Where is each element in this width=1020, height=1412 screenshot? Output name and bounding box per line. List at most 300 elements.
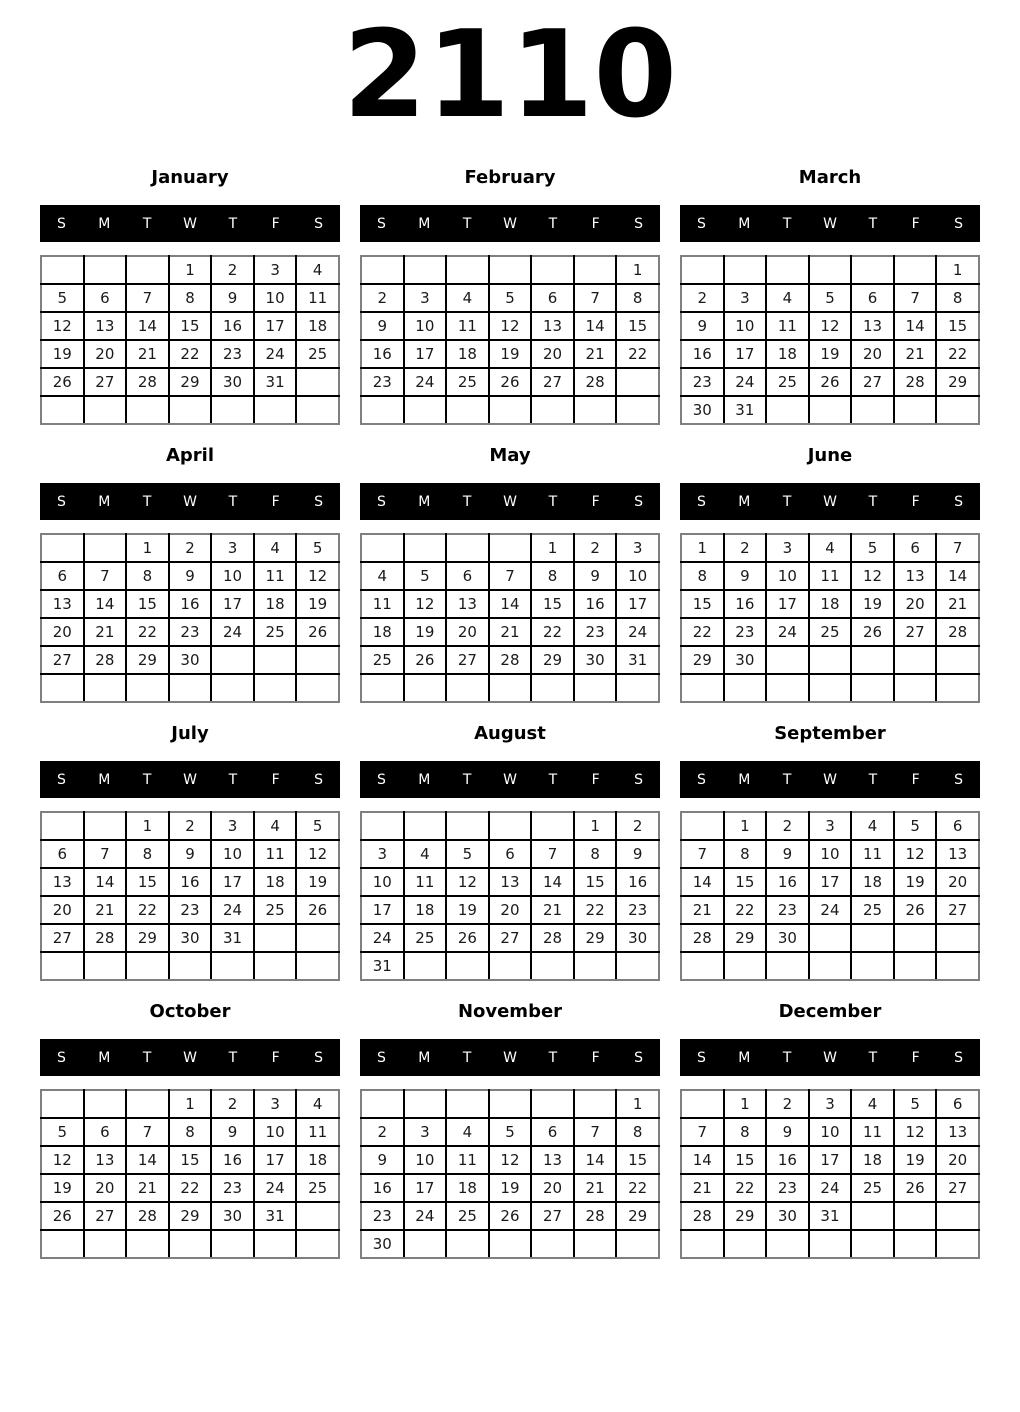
month-block-april bbox=[40, 428, 340, 703]
weekday-label: M bbox=[98, 771, 111, 788]
day-cell: 24 bbox=[809, 896, 852, 924]
empty-day-cell bbox=[489, 396, 532, 424]
day-cell: 1 bbox=[169, 1090, 212, 1118]
empty-day-cell bbox=[894, 396, 937, 424]
week-row bbox=[361, 256, 659, 284]
day-cell: 11 bbox=[296, 284, 339, 312]
empty-day-cell bbox=[936, 924, 979, 952]
weekday-label: S bbox=[954, 1049, 964, 1066]
day-cell: 24 bbox=[724, 368, 767, 396]
day-cell: 21 bbox=[681, 896, 724, 924]
month-days-table bbox=[40, 255, 340, 425]
weekday-label: T bbox=[548, 1049, 558, 1066]
day-cell: 6 bbox=[84, 1118, 127, 1146]
empty-day-cell bbox=[296, 674, 339, 702]
day-cell: 6 bbox=[936, 812, 979, 840]
weekday-label: W bbox=[823, 215, 837, 232]
empty-day-cell bbox=[894, 1230, 937, 1258]
day-cell: 3 bbox=[211, 812, 254, 840]
weekday-label: M bbox=[98, 1049, 111, 1066]
day-cell: 9 bbox=[724, 562, 767, 590]
day-cell: 17 bbox=[766, 590, 809, 618]
weekday-label: F bbox=[271, 215, 280, 232]
day-cell: 31 bbox=[211, 924, 254, 952]
weekday-label: T bbox=[142, 1049, 152, 1066]
empty-day-cell bbox=[936, 1202, 979, 1230]
day-cell: 27 bbox=[41, 646, 84, 674]
month-days-table bbox=[40, 811, 340, 981]
day-cell: 25 bbox=[446, 368, 489, 396]
empty-day-cell bbox=[446, 396, 489, 424]
day-cell: 5 bbox=[489, 1118, 532, 1146]
week-row bbox=[41, 1118, 339, 1146]
empty-day-cell bbox=[489, 812, 532, 840]
weekday-label: T bbox=[868, 493, 878, 510]
empty-day-cell bbox=[84, 1230, 127, 1258]
weekday-label: T bbox=[462, 493, 472, 510]
empty-day-cell bbox=[254, 1230, 297, 1258]
weekday-label: T bbox=[462, 771, 472, 788]
weekday-label: T bbox=[462, 1049, 472, 1066]
empty-day-cell bbox=[361, 1090, 404, 1118]
day-cell: 13 bbox=[531, 1146, 574, 1174]
month-days-table bbox=[680, 1089, 980, 1259]
empty-day-cell bbox=[254, 952, 297, 980]
empty-day-cell bbox=[446, 674, 489, 702]
day-cell: 20 bbox=[851, 340, 894, 368]
day-cell: 18 bbox=[766, 340, 809, 368]
day-cell: 7 bbox=[84, 840, 127, 868]
day-cell: 11 bbox=[254, 562, 297, 590]
day-cell: 5 bbox=[894, 812, 937, 840]
day-cell: 17 bbox=[361, 896, 404, 924]
empty-day-cell bbox=[724, 952, 767, 980]
day-cell: 3 bbox=[809, 812, 852, 840]
week-row bbox=[681, 1146, 979, 1174]
weekday-label: S bbox=[634, 771, 644, 788]
empty-day-cell bbox=[404, 256, 447, 284]
week-row bbox=[361, 896, 659, 924]
weekday-label: S bbox=[634, 1049, 644, 1066]
day-cell: 17 bbox=[724, 340, 767, 368]
empty-day-cell bbox=[446, 256, 489, 284]
day-cell: 10 bbox=[724, 312, 767, 340]
month-block-july bbox=[40, 706, 340, 981]
weekday-header-bar bbox=[360, 761, 660, 798]
weekday-header-bar bbox=[360, 1039, 660, 1076]
day-cell: 7 bbox=[681, 1118, 724, 1146]
day-cell: 30 bbox=[766, 1202, 809, 1230]
week-row bbox=[361, 1146, 659, 1174]
day-cell: 28 bbox=[531, 924, 574, 952]
day-cell: 15 bbox=[126, 868, 169, 896]
month-block-january bbox=[40, 150, 340, 425]
day-cell: 22 bbox=[724, 896, 767, 924]
day-cell: 21 bbox=[574, 340, 617, 368]
day-cell: 11 bbox=[254, 840, 297, 868]
empty-day-cell bbox=[894, 1202, 937, 1230]
week-row bbox=[361, 1174, 659, 1202]
day-cell: 19 bbox=[894, 1146, 937, 1174]
day-cell: 23 bbox=[766, 896, 809, 924]
day-cell: 3 bbox=[616, 534, 659, 562]
day-cell: 22 bbox=[531, 618, 574, 646]
day-cell: 3 bbox=[809, 1090, 852, 1118]
weekday-label: S bbox=[56, 771, 66, 788]
day-cell: 28 bbox=[84, 924, 127, 952]
week-row bbox=[361, 562, 659, 590]
empty-day-cell bbox=[531, 812, 574, 840]
day-cell: 13 bbox=[41, 590, 84, 618]
day-cell: 18 bbox=[254, 590, 297, 618]
empty-day-cell bbox=[851, 924, 894, 952]
day-cell: 8 bbox=[724, 840, 767, 868]
day-cell: 4 bbox=[296, 1090, 339, 1118]
day-cell: 16 bbox=[211, 312, 254, 340]
empty-day-cell bbox=[681, 256, 724, 284]
day-cell: 1 bbox=[126, 812, 169, 840]
empty-day-cell bbox=[361, 812, 404, 840]
day-cell: 25 bbox=[296, 340, 339, 368]
weekday-label: F bbox=[591, 215, 600, 232]
empty-day-cell bbox=[41, 256, 84, 284]
day-cell: 6 bbox=[446, 562, 489, 590]
weekday-label: T bbox=[548, 215, 558, 232]
empty-day-cell bbox=[211, 396, 254, 424]
day-cell: 24 bbox=[211, 896, 254, 924]
weekday-label: F bbox=[271, 1049, 280, 1066]
day-cell: 2 bbox=[574, 534, 617, 562]
weekday-label: T bbox=[142, 215, 152, 232]
day-cell: 26 bbox=[404, 646, 447, 674]
weekday-label: S bbox=[696, 215, 706, 232]
month-title: April bbox=[165, 445, 215, 466]
weekday-label: M bbox=[418, 771, 431, 788]
day-cell: 21 bbox=[574, 1174, 617, 1202]
day-cell: 9 bbox=[211, 284, 254, 312]
day-cell: 16 bbox=[616, 868, 659, 896]
empty-day-cell bbox=[574, 1090, 617, 1118]
week-row bbox=[681, 256, 979, 284]
day-cell: 31 bbox=[254, 368, 297, 396]
day-cell: 8 bbox=[531, 562, 574, 590]
day-cell: 13 bbox=[84, 312, 127, 340]
day-cell: 4 bbox=[851, 1090, 894, 1118]
empty-day-cell bbox=[446, 1090, 489, 1118]
empty-day-cell bbox=[169, 1230, 212, 1258]
week-row bbox=[41, 590, 339, 618]
week-row bbox=[681, 1174, 979, 1202]
day-cell: 13 bbox=[489, 868, 532, 896]
weekday-label: S bbox=[314, 215, 324, 232]
day-cell: 4 bbox=[404, 840, 447, 868]
day-cell: 17 bbox=[809, 868, 852, 896]
day-cell: 6 bbox=[41, 840, 84, 868]
weekday-label: S bbox=[314, 1049, 324, 1066]
day-cell: 15 bbox=[616, 312, 659, 340]
day-cell: 15 bbox=[169, 1146, 212, 1174]
empty-day-cell bbox=[84, 256, 127, 284]
month-days-table bbox=[680, 811, 980, 981]
empty-day-cell bbox=[574, 1230, 617, 1258]
day-cell: 2 bbox=[169, 812, 212, 840]
empty-day-cell bbox=[724, 1230, 767, 1258]
weekday-label: S bbox=[696, 1049, 706, 1066]
weekday-label: W bbox=[503, 771, 517, 788]
day-cell: 6 bbox=[489, 840, 532, 868]
empty-day-cell bbox=[41, 952, 84, 980]
month-block-december bbox=[680, 984, 980, 1259]
day-cell: 30 bbox=[616, 924, 659, 952]
day-cell: 17 bbox=[616, 590, 659, 618]
day-cell: 2 bbox=[724, 534, 767, 562]
day-cell: 7 bbox=[894, 284, 937, 312]
empty-day-cell bbox=[894, 924, 937, 952]
day-cell: 16 bbox=[169, 868, 212, 896]
weekday-label: S bbox=[696, 771, 706, 788]
empty-day-cell bbox=[894, 674, 937, 702]
day-cell: 10 bbox=[254, 1118, 297, 1146]
weekday-label: S bbox=[56, 215, 66, 232]
empty-day-cell bbox=[254, 646, 297, 674]
day-cell: 22 bbox=[724, 1174, 767, 1202]
day-cell: 18 bbox=[296, 1146, 339, 1174]
day-cell: 24 bbox=[766, 618, 809, 646]
week-row bbox=[41, 340, 339, 368]
day-cell: 2 bbox=[766, 812, 809, 840]
day-cell: 24 bbox=[616, 618, 659, 646]
day-cell: 12 bbox=[489, 312, 532, 340]
weekday-label: S bbox=[634, 215, 644, 232]
empty-day-cell bbox=[809, 396, 852, 424]
day-cell: 20 bbox=[84, 1174, 127, 1202]
day-cell: 14 bbox=[489, 590, 532, 618]
week-row bbox=[41, 1146, 339, 1174]
day-cell: 9 bbox=[211, 1118, 254, 1146]
day-cell: 4 bbox=[296, 256, 339, 284]
weekday-label: W bbox=[503, 215, 517, 232]
empty-day-cell bbox=[296, 396, 339, 424]
day-cell: 19 bbox=[446, 896, 489, 924]
day-cell: 11 bbox=[296, 1118, 339, 1146]
weekday-header-bar bbox=[40, 761, 340, 798]
weekday-label: W bbox=[183, 493, 197, 510]
weekday-label: T bbox=[228, 493, 238, 510]
empty-day-cell bbox=[809, 256, 852, 284]
empty-day-cell bbox=[894, 646, 937, 674]
day-cell: 6 bbox=[851, 284, 894, 312]
weekday-header-bar bbox=[360, 205, 660, 242]
weekday-label: W bbox=[183, 1049, 197, 1066]
empty-day-cell bbox=[936, 646, 979, 674]
day-cell: 24 bbox=[254, 1174, 297, 1202]
day-cell: 27 bbox=[489, 924, 532, 952]
day-cell: 10 bbox=[809, 840, 852, 868]
day-cell: 5 bbox=[41, 1118, 84, 1146]
empty-day-cell bbox=[211, 646, 254, 674]
day-cell: 12 bbox=[404, 590, 447, 618]
week-row bbox=[41, 256, 339, 284]
week-row bbox=[41, 1202, 339, 1230]
empty-day-cell bbox=[489, 1090, 532, 1118]
weekday-label: W bbox=[183, 215, 197, 232]
month-title: September bbox=[774, 723, 886, 744]
month-block-november bbox=[360, 984, 660, 1259]
empty-day-cell bbox=[361, 396, 404, 424]
day-cell: 14 bbox=[681, 1146, 724, 1174]
day-cell: 4 bbox=[851, 812, 894, 840]
week-row bbox=[41, 646, 339, 674]
empty-day-cell bbox=[254, 924, 297, 952]
empty-day-cell bbox=[41, 812, 84, 840]
day-cell: 31 bbox=[809, 1202, 852, 1230]
empty-day-cell bbox=[361, 256, 404, 284]
day-cell: 20 bbox=[41, 618, 84, 646]
empty-day-cell bbox=[296, 1230, 339, 1258]
weekday-label: M bbox=[738, 1049, 751, 1066]
day-cell: 14 bbox=[84, 868, 127, 896]
day-cell: 30 bbox=[766, 924, 809, 952]
empty-day-cell bbox=[809, 646, 852, 674]
empty-day-cell bbox=[574, 674, 617, 702]
day-cell: 29 bbox=[724, 1202, 767, 1230]
day-cell: 1 bbox=[724, 812, 767, 840]
day-cell: 4 bbox=[809, 534, 852, 562]
day-cell: 26 bbox=[41, 1202, 84, 1230]
day-cell: 23 bbox=[766, 1174, 809, 1202]
weekday-header-bar bbox=[680, 483, 980, 520]
week-row bbox=[41, 674, 339, 702]
day-cell: 9 bbox=[616, 840, 659, 868]
day-cell: 2 bbox=[766, 1090, 809, 1118]
month-title: November bbox=[457, 1001, 563, 1022]
weekday-label: S bbox=[56, 493, 66, 510]
day-cell: 5 bbox=[894, 1090, 937, 1118]
empty-day-cell bbox=[851, 674, 894, 702]
week-row bbox=[681, 340, 979, 368]
day-cell: 23 bbox=[681, 368, 724, 396]
day-cell: 16 bbox=[766, 1146, 809, 1174]
weekday-label: W bbox=[823, 493, 837, 510]
day-cell: 16 bbox=[766, 868, 809, 896]
day-cell: 12 bbox=[894, 840, 937, 868]
weekday-label: M bbox=[418, 1049, 431, 1066]
day-cell: 9 bbox=[574, 562, 617, 590]
day-cell: 7 bbox=[936, 534, 979, 562]
weekday-label: W bbox=[503, 1049, 517, 1066]
weekday-label: S bbox=[376, 771, 386, 788]
day-cell: 3 bbox=[361, 840, 404, 868]
day-cell: 14 bbox=[894, 312, 937, 340]
day-cell: 21 bbox=[894, 340, 937, 368]
week-row bbox=[41, 896, 339, 924]
day-cell: 29 bbox=[169, 368, 212, 396]
day-cell: 8 bbox=[169, 1118, 212, 1146]
day-cell: 30 bbox=[169, 924, 212, 952]
empty-day-cell bbox=[681, 812, 724, 840]
weekday-label: F bbox=[911, 215, 920, 232]
day-cell: 1 bbox=[574, 812, 617, 840]
day-cell: 8 bbox=[616, 284, 659, 312]
day-cell: 30 bbox=[211, 1202, 254, 1230]
day-cell: 26 bbox=[41, 368, 84, 396]
empty-day-cell bbox=[766, 1230, 809, 1258]
weekday-label: F bbox=[271, 771, 280, 788]
day-cell: 10 bbox=[404, 312, 447, 340]
empty-day-cell bbox=[766, 256, 809, 284]
empty-day-cell bbox=[809, 952, 852, 980]
empty-day-cell bbox=[361, 674, 404, 702]
day-cell: 29 bbox=[616, 1202, 659, 1230]
empty-day-cell bbox=[41, 674, 84, 702]
weekday-label: F bbox=[271, 493, 280, 510]
weekday-label: T bbox=[462, 215, 472, 232]
week-row bbox=[41, 562, 339, 590]
day-cell: 17 bbox=[809, 1146, 852, 1174]
empty-day-cell bbox=[616, 396, 659, 424]
day-cell: 28 bbox=[681, 924, 724, 952]
day-cell: 25 bbox=[851, 1174, 894, 1202]
day-cell: 11 bbox=[851, 840, 894, 868]
day-cell: 31 bbox=[361, 952, 404, 980]
weekday-label: F bbox=[911, 1049, 920, 1066]
week-row bbox=[41, 396, 339, 424]
day-cell: 25 bbox=[446, 1202, 489, 1230]
day-cell: 19 bbox=[489, 340, 532, 368]
week-row bbox=[361, 812, 659, 840]
day-cell: 16 bbox=[361, 1174, 404, 1202]
day-cell: 6 bbox=[531, 1118, 574, 1146]
empty-day-cell bbox=[574, 952, 617, 980]
weekday-label: S bbox=[954, 493, 964, 510]
empty-day-cell bbox=[126, 1090, 169, 1118]
empty-day-cell bbox=[489, 1230, 532, 1258]
day-cell: 19 bbox=[404, 618, 447, 646]
day-cell: 1 bbox=[681, 534, 724, 562]
month-days-table bbox=[360, 533, 660, 703]
week-row bbox=[41, 868, 339, 896]
day-cell: 1 bbox=[616, 1090, 659, 1118]
day-cell: 15 bbox=[574, 868, 617, 896]
day-cell: 7 bbox=[126, 1118, 169, 1146]
day-cell: 23 bbox=[724, 618, 767, 646]
day-cell: 25 bbox=[296, 1174, 339, 1202]
day-cell: 13 bbox=[894, 562, 937, 590]
day-cell: 26 bbox=[446, 924, 489, 952]
empty-day-cell bbox=[446, 534, 489, 562]
weekday-label: M bbox=[738, 771, 751, 788]
day-cell: 18 bbox=[361, 618, 404, 646]
weekday-label: W bbox=[823, 1049, 837, 1066]
empty-day-cell bbox=[616, 368, 659, 396]
day-cell: 22 bbox=[169, 340, 212, 368]
empty-day-cell bbox=[531, 1230, 574, 1258]
day-cell: 7 bbox=[574, 284, 617, 312]
day-cell: 10 bbox=[361, 868, 404, 896]
week-row bbox=[361, 534, 659, 562]
empty-day-cell bbox=[894, 952, 937, 980]
week-row bbox=[681, 924, 979, 952]
day-cell: 16 bbox=[681, 340, 724, 368]
empty-day-cell bbox=[531, 396, 574, 424]
day-cell: 27 bbox=[936, 1174, 979, 1202]
day-cell: 22 bbox=[616, 1174, 659, 1202]
week-row bbox=[361, 868, 659, 896]
empty-day-cell bbox=[404, 1090, 447, 1118]
day-cell: 25 bbox=[851, 896, 894, 924]
day-cell: 29 bbox=[936, 368, 979, 396]
day-cell: 7 bbox=[84, 562, 127, 590]
